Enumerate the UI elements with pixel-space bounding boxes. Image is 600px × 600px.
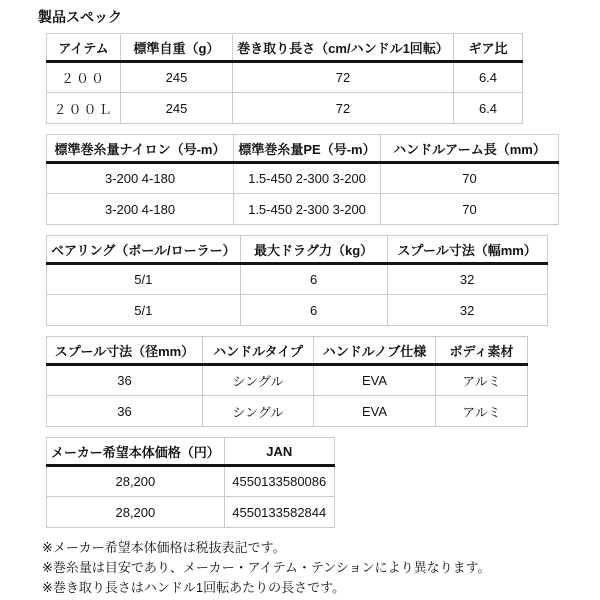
table-cell: 4550133582844 xyxy=(224,497,334,528)
table-row xyxy=(47,466,335,497)
table-row xyxy=(47,295,548,326)
table-cell: ２００Ｌ xyxy=(47,93,121,124)
table-cell: EVA xyxy=(314,396,436,427)
table-row xyxy=(47,62,523,93)
table-cell: 245 xyxy=(121,93,233,124)
column-header: スプール寸法（幅mm） xyxy=(387,236,547,264)
spec-tables xyxy=(46,33,600,528)
spec-table-bearing-drag-spool-width xyxy=(46,235,548,326)
column-header: ボディ素材 xyxy=(436,337,528,365)
header-row xyxy=(47,438,335,466)
footnotes xyxy=(42,538,600,598)
table-cell: 6 xyxy=(240,264,387,295)
table-cell: 6.4 xyxy=(454,62,523,93)
table-row xyxy=(47,163,559,194)
table-cell: 36 xyxy=(47,365,203,396)
table-cell: 245 xyxy=(121,62,233,93)
table-cell: 3-200 4-180 xyxy=(47,163,234,194)
table-cell: 70 xyxy=(381,163,559,194)
table-cell: シングル xyxy=(203,365,314,396)
header-row xyxy=(47,135,559,163)
table-cell: アルミ xyxy=(436,365,528,396)
footnote: ※巻き取り長さはハンドル1回転あたりの長さです。 xyxy=(42,580,346,595)
header-row xyxy=(47,337,528,365)
table-row xyxy=(47,497,335,528)
footnote: ※巻糸量は目安であり、メーカー・アイテム・テンションにより異なります。 xyxy=(42,560,491,575)
table-cell: 3-200 4-180 xyxy=(47,194,234,225)
table-cell: 72 xyxy=(233,93,454,124)
spec-table-price-jan xyxy=(46,437,335,528)
table-cell: 72 xyxy=(233,62,454,93)
column-header: メーカー希望本体価格（円） xyxy=(47,438,225,466)
table-row xyxy=(47,93,523,124)
table-cell: 32 xyxy=(387,264,547,295)
table-cell: 1.5-450 2-300 3-200 xyxy=(234,194,381,225)
column-header: ベアリング（ボール/ローラー） xyxy=(47,236,241,264)
table-cell: 6 xyxy=(240,295,387,326)
column-header: ハンドルタイプ xyxy=(203,337,314,365)
column-header: スプール寸法（径mm） xyxy=(47,337,203,365)
column-header: 標準巻糸量ナイロン（号-m） xyxy=(47,135,234,163)
column-header: 巻き取り長さ（cm/ハンドル1回転） xyxy=(233,34,454,62)
table-cell: 5/1 xyxy=(47,264,241,295)
table-cell: アルミ xyxy=(436,396,528,427)
column-header: ハンドルアーム長（mm） xyxy=(381,135,559,163)
header-row xyxy=(47,236,548,264)
column-header: ギア比 xyxy=(454,34,523,62)
spec-table-spool-handle-body xyxy=(46,336,528,427)
table-row xyxy=(47,365,528,396)
spec-table-line-capacity-handle-arm xyxy=(46,134,559,225)
table-row xyxy=(47,264,548,295)
table-cell: シングル xyxy=(203,396,314,427)
table-cell: 6.4 xyxy=(454,93,523,124)
table-row xyxy=(47,194,559,225)
column-header: 標準自重（g） xyxy=(121,34,233,62)
table-cell: ２００ xyxy=(47,62,121,93)
table-cell: EVA xyxy=(314,365,436,396)
table-cell: 36 xyxy=(47,396,203,427)
page-title: 製品スペック xyxy=(38,9,122,25)
table-cell: 4550133580086 xyxy=(224,466,334,497)
table-cell: 5/1 xyxy=(47,295,241,326)
column-header: 最大ドラグ力（kg） xyxy=(240,236,387,264)
table-row xyxy=(47,396,528,427)
header-row xyxy=(47,34,523,62)
table-cell: 28,200 xyxy=(47,466,225,497)
column-header: ハンドルノブ仕様 xyxy=(314,337,436,365)
table-cell: 1.5-450 2-300 3-200 xyxy=(234,163,381,194)
column-header: アイテム xyxy=(47,34,121,62)
column-header: 標準巻糸量PE（号-m） xyxy=(234,135,381,163)
column-header: JAN xyxy=(224,438,334,466)
table-cell: 70 xyxy=(381,194,559,225)
spec-table-item-weight-gear xyxy=(46,33,523,124)
footnote: ※メーカー希望本体価格は税抜表記です。 xyxy=(42,540,286,555)
table-cell: 32 xyxy=(387,295,547,326)
table-cell: 28,200 xyxy=(47,497,225,528)
